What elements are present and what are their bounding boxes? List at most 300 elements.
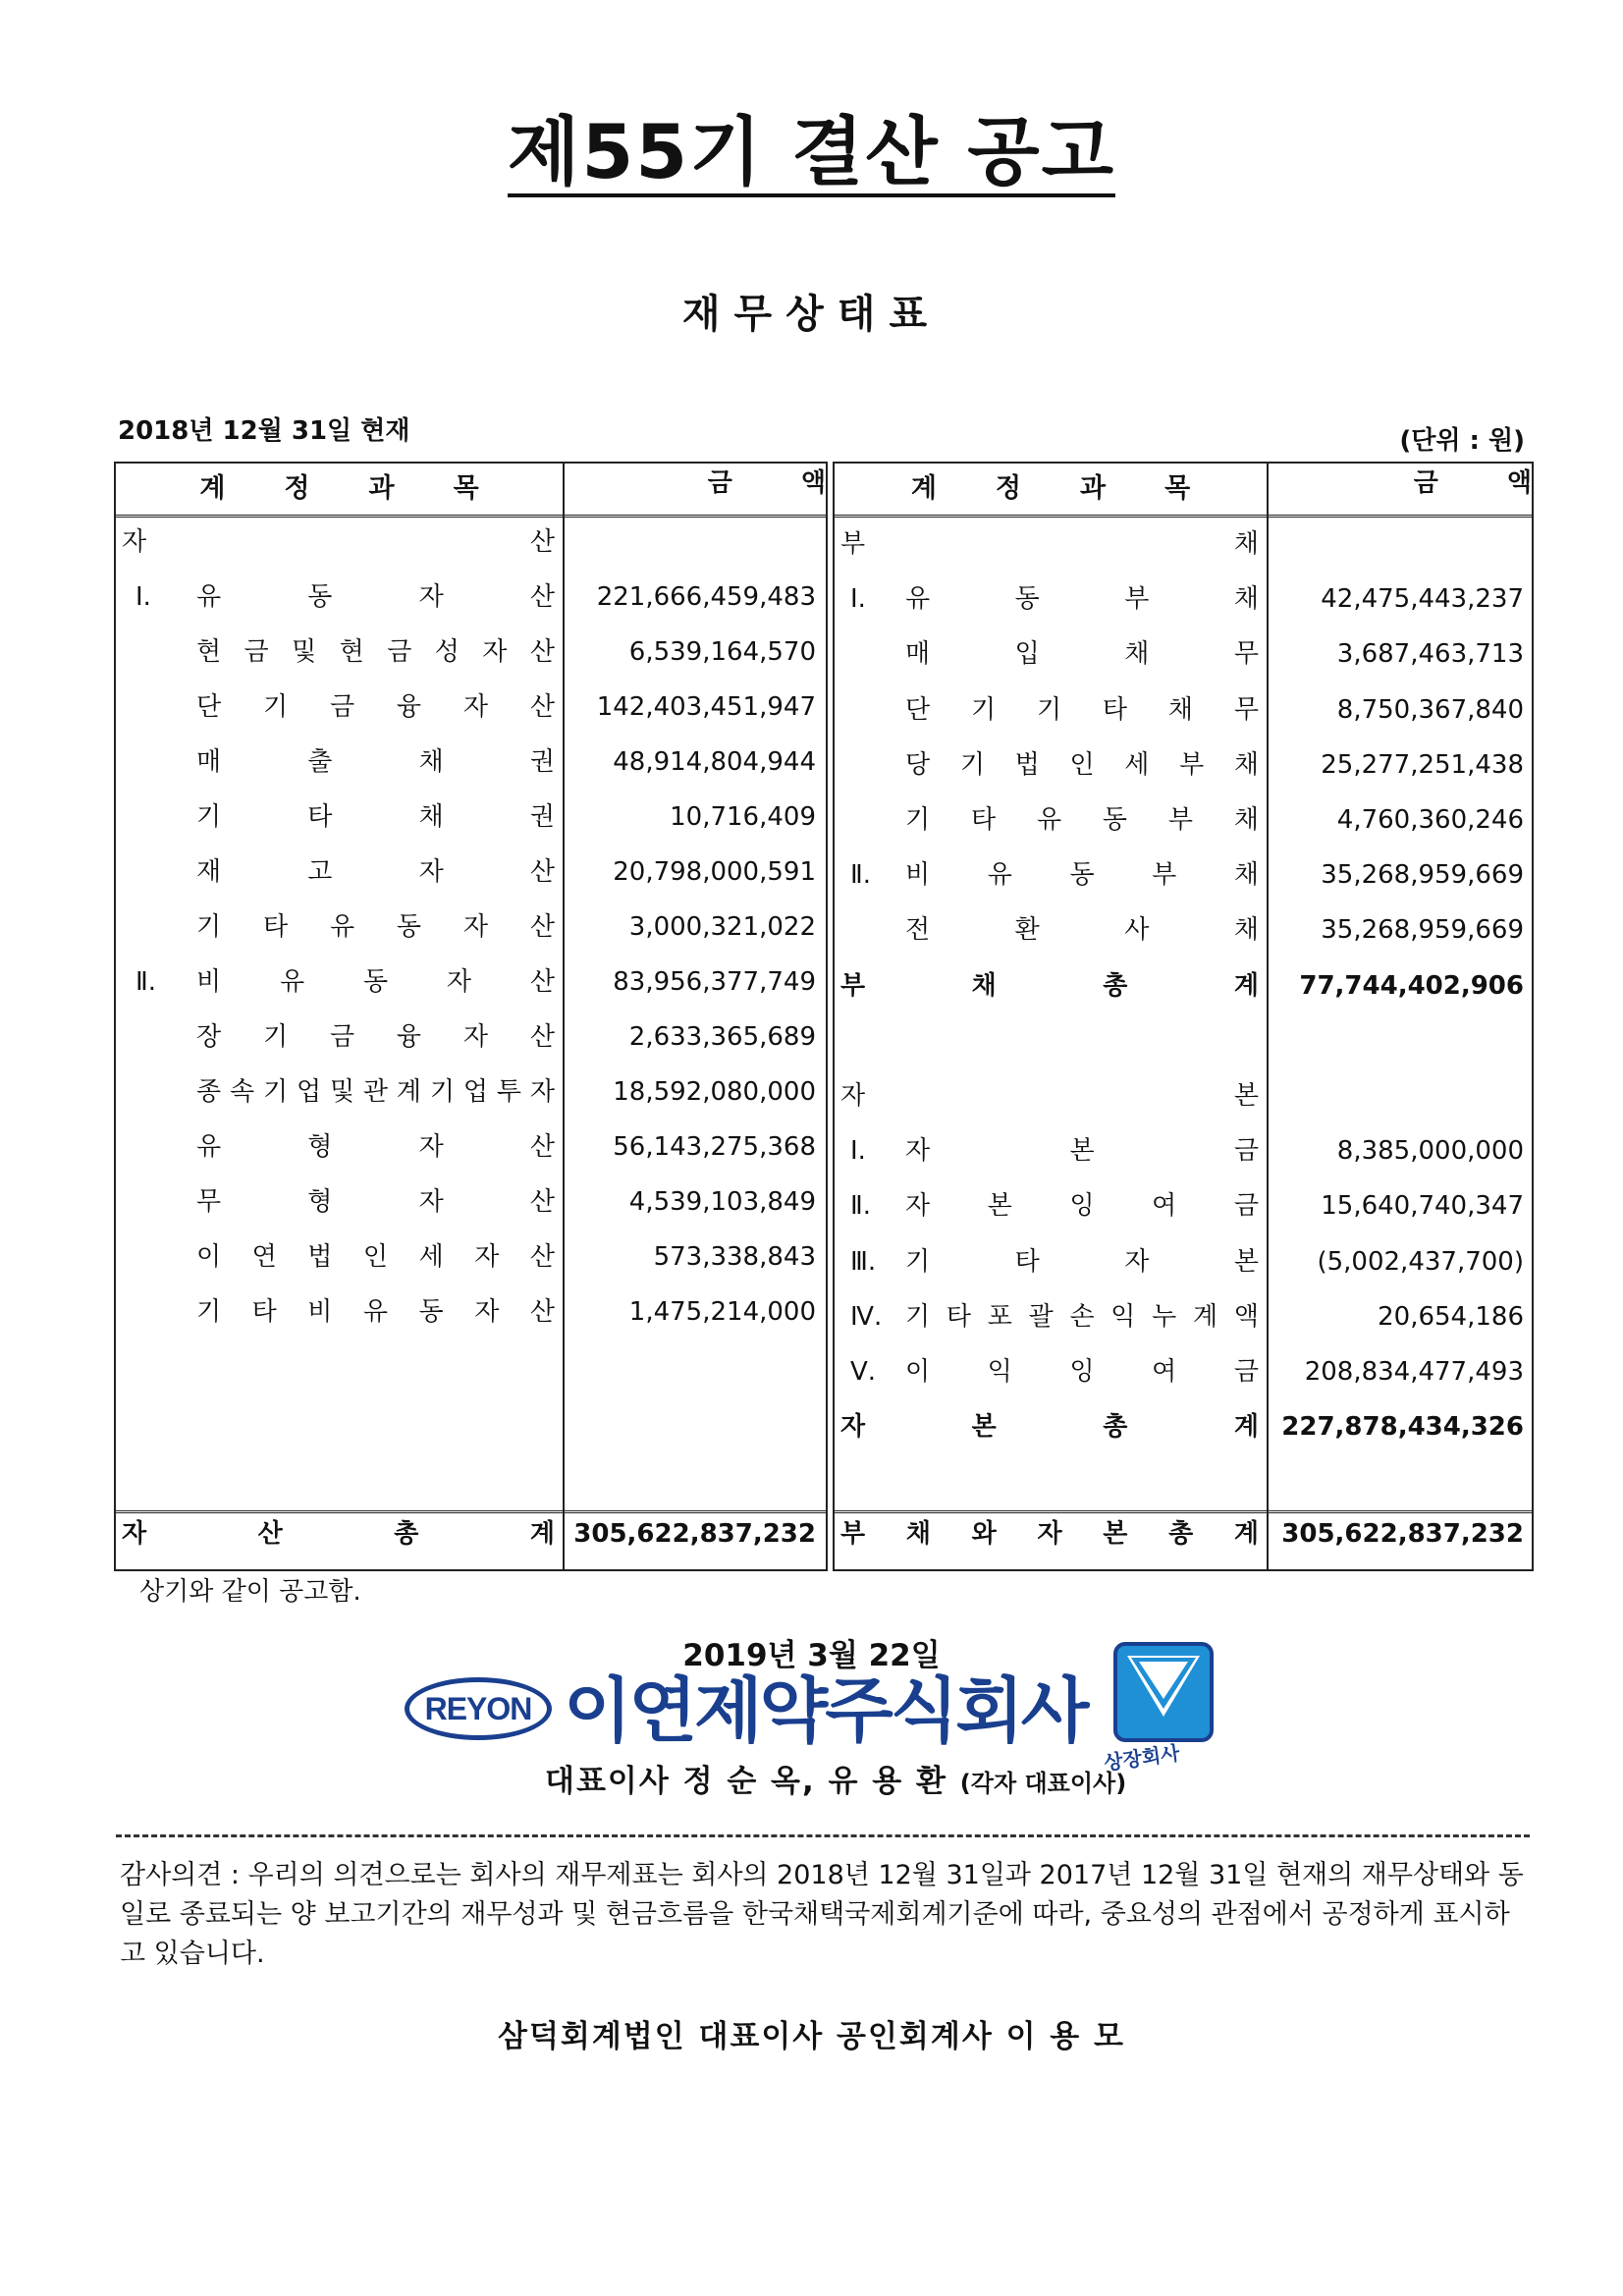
table-row (835, 800, 1532, 840)
amount-value: 8,750,367,840 (1336, 694, 1524, 725)
account-char: 산 (529, 692, 555, 722)
account-char: 누 (1152, 1301, 1177, 1332)
account-name (122, 1514, 555, 1554)
account-char: 비 (307, 1297, 333, 1327)
account-char: 금 (387, 637, 412, 667)
audit-opinion: 감사의견 : 우리의 의견으로는 회사의 재무제표는 회사의 2018년 12월 31일과 2017년 12월 31일 현재의 재무상태와 동일로 종료되는 양 보고기간의 재무성과 및 현금흐름을 한국채택국제회계기준에 따라, 중요성의 관점에서 공정하게 표시하고 있습니다. (120, 1860, 1524, 1969)
table-row (835, 966, 1532, 1006)
account-char: 단 (905, 694, 931, 725)
amount-value: 48,914,804,944 (613, 747, 816, 777)
account-char: 본 (1069, 1136, 1095, 1167)
item-number: Ⅱ. (850, 1191, 872, 1222)
amount-value: (5,002,437,700) (1317, 1246, 1524, 1277)
account-char: 산 (529, 1022, 555, 1052)
account-name (196, 907, 555, 947)
table-row (116, 852, 826, 892)
account-char: 유 (987, 860, 1012, 891)
account-name (196, 1127, 555, 1167)
account-char: 인 (362, 1242, 389, 1272)
account-char: 채 (1124, 639, 1150, 670)
account-char: 속 (229, 1077, 255, 1107)
item-number: Ⅰ. (135, 582, 151, 612)
account-char: 세 (1124, 749, 1150, 780)
account-char: 채 (1233, 805, 1259, 835)
table-row (835, 855, 1532, 895)
account-char: 채 (1167, 694, 1193, 725)
account-char: 동 (1014, 584, 1040, 615)
table-row (835, 1407, 1532, 1447)
account-char: 융 (396, 692, 422, 722)
account-char: 유 (1036, 805, 1062, 835)
account-char: 기 (905, 1246, 931, 1277)
account-char: 기 (970, 694, 997, 725)
auditor-signature: 삼덕회계법인 대표이사 공인회계사 이 용 모 (498, 2019, 1125, 2054)
account-char: 금 (1233, 1357, 1259, 1387)
account-name (905, 1242, 1259, 1282)
account-char: 자 (418, 1187, 444, 1217)
account-char: 자 (1037, 1519, 1062, 1549)
table-row (116, 1072, 826, 1112)
table-row (835, 745, 1532, 785)
account-char: 환 (1014, 915, 1040, 946)
liabilities-equity-table (833, 462, 1600, 1571)
account-char: 자 (462, 912, 488, 942)
account-char: 부 (840, 1519, 866, 1549)
account-char: 산 (529, 637, 555, 667)
amount-value: 18,592,080,000 (613, 1077, 816, 1107)
dashed-divider (116, 1834, 1530, 1837)
account-name (196, 632, 555, 672)
total-amount: 305,622,837,232 (1281, 1519, 1524, 1549)
account-char: 종 (196, 1077, 222, 1107)
item-number: Ⅳ. (850, 1301, 883, 1332)
amount-value: 221,666,459,483 (596, 582, 816, 612)
as-of-date: 2018년 12월 31일 현재 (118, 416, 410, 446)
account-char: 고 (307, 857, 333, 887)
account-name (840, 1076, 1259, 1116)
amount-value: 10,716,409 (670, 802, 816, 832)
account-name (196, 1292, 555, 1332)
reyon-logo: REYON (405, 1677, 552, 1740)
table-row (116, 742, 826, 782)
account-name (905, 1352, 1259, 1392)
column-divider (563, 464, 565, 1569)
table-row (835, 579, 1532, 619)
account-char: 기 (196, 802, 222, 832)
account-char: 부 (1152, 860, 1177, 891)
table-row (835, 910, 1532, 950)
account-char: 전 (905, 915, 931, 946)
account-char: 자 (462, 692, 488, 722)
account-char: 산 (529, 1132, 555, 1162)
account-name (840, 1407, 1259, 1447)
account-char: 자 (905, 1191, 931, 1222)
representative-note: (각자 대표이사) (959, 1770, 1127, 1797)
header-rule (116, 515, 826, 518)
account-name (905, 579, 1259, 619)
account-char: 괄 (1028, 1301, 1054, 1332)
account-char: 자 (418, 1132, 444, 1162)
header-amount: 금액 (1413, 468, 1600, 498)
table-row (116, 577, 826, 617)
amount-value: 1,475,214,000 (628, 1297, 816, 1327)
header-rule (835, 515, 1532, 518)
account-char: 액 (1233, 1301, 1259, 1332)
table-row (116, 1017, 826, 1057)
account-char: 계 (1233, 1519, 1259, 1549)
account-char: 기 (262, 1077, 289, 1107)
account-char: 부 (840, 970, 866, 1001)
account-char: 계 (1233, 970, 1259, 1001)
account-char: 단 (196, 692, 222, 722)
account-char: 산 (257, 1519, 283, 1549)
table-row (835, 1131, 1532, 1171)
amount-value: 35,268,959,669 (1321, 915, 1524, 946)
account-char: 산 (529, 1187, 555, 1217)
account-char: 본 (1103, 1519, 1128, 1549)
account-char: 형 (307, 1132, 333, 1162)
account-char: 채 (1233, 529, 1259, 559)
account-name (905, 634, 1259, 674)
account-name (196, 687, 555, 727)
account-char: 계 (1193, 1301, 1218, 1332)
total-amount: 305,622,837,232 (573, 1519, 816, 1549)
account-char: 손 (1069, 1301, 1095, 1332)
account-name (196, 1237, 555, 1277)
account-char: 기 (262, 692, 289, 722)
notice-date: 2019년 3월 22일 (682, 1638, 941, 1673)
table-row (116, 1127, 826, 1167)
account-char: 매 (196, 747, 222, 777)
account-char: 연 (251, 1242, 277, 1272)
account-char: 무 (196, 1187, 222, 1217)
account-char: 기 (429, 1077, 456, 1107)
account-char: 금 (329, 1022, 355, 1052)
account-char: 동 (307, 582, 333, 612)
account-char: 장 (196, 1022, 222, 1052)
account-char: 무 (1233, 639, 1259, 670)
item-number: Ⅱ. (135, 967, 157, 997)
table-row (835, 1021, 1532, 1061)
amount-value: 573,338,843 (653, 1242, 816, 1272)
representatives (545, 1756, 1126, 1800)
account-name (840, 966, 1259, 1006)
account-char: 자 (474, 1242, 500, 1272)
account-char: 총 (1103, 970, 1128, 1001)
account-char: 형 (307, 1187, 333, 1217)
account-char: 및 (292, 637, 317, 667)
account-char: 산 (529, 967, 555, 997)
account-char: 무 (1233, 694, 1259, 725)
account-char: 법 (307, 1242, 333, 1272)
amount-value: 83,956,377,749 (613, 967, 816, 997)
account-char: 본 (1233, 1246, 1259, 1277)
table-row (835, 1242, 1532, 1282)
account-char: 부 (1167, 805, 1193, 835)
account-char: 타 (251, 1297, 277, 1327)
account-name (905, 1297, 1259, 1337)
account-char: 부 (1124, 584, 1150, 615)
item-number: Ⅴ. (850, 1357, 877, 1387)
amount-value: 227,878,434,326 (1281, 1412, 1524, 1443)
account-char: 법 (1014, 749, 1040, 780)
account-char: 및 (329, 1077, 355, 1107)
account-char: 여 (1152, 1357, 1177, 1387)
account-char: 채 (1233, 584, 1259, 615)
account-char: 채 (418, 747, 444, 777)
account-name (905, 855, 1259, 895)
account-char: 동 (362, 967, 389, 997)
account-char: 계 (1233, 1412, 1259, 1443)
account-char: 채 (1233, 749, 1259, 780)
table-row (116, 522, 826, 562)
account-char: 타 (307, 802, 333, 832)
item-number: Ⅰ. (850, 1136, 866, 1167)
account-name (196, 962, 555, 1002)
account-name (196, 797, 555, 837)
total-rule (835, 1510, 1532, 1513)
account-char: 부 (1179, 749, 1205, 780)
account-char: 입 (1014, 639, 1040, 670)
total-row (116, 1514, 826, 1554)
account-char: 기 (905, 1301, 931, 1332)
account-name (840, 1514, 1259, 1554)
table-row (116, 1182, 826, 1222)
total-rule (116, 1510, 826, 1513)
account-char: 인 (1069, 749, 1095, 780)
account-char: 와 (971, 1519, 997, 1549)
account-char: 타 (1014, 1246, 1040, 1277)
account-name (840, 524, 1259, 564)
account-name (196, 1017, 555, 1057)
account-char: 여 (1152, 1191, 1177, 1222)
amount-value: 4,539,103,849 (628, 1187, 816, 1217)
table-row (116, 1237, 826, 1277)
item-number: Ⅲ. (850, 1246, 877, 1277)
account-char: 채 (1233, 915, 1259, 946)
account-char: 이 (196, 1242, 222, 1272)
amount-value: 3,000,321,022 (628, 912, 816, 942)
amount-value: 208,834,477,493 (1304, 1357, 1524, 1387)
account-char: 산 (529, 527, 555, 557)
account-char: 본 (987, 1191, 1012, 1222)
account-name (905, 690, 1259, 730)
account-char: 권 (529, 747, 555, 777)
amount-value: 20,798,000,591 (613, 857, 816, 887)
table-row (116, 687, 826, 727)
statement-title: 재무상태표 (681, 292, 942, 337)
account-char: 동 (418, 1297, 444, 1327)
amount-value: 77,744,402,906 (1299, 970, 1524, 1001)
listed-company-seal: 상장회사 (1102, 1740, 1181, 1776)
amount-value: 42,475,443,237 (1321, 584, 1524, 615)
column-divider (1267, 464, 1269, 1569)
table-row (835, 524, 1532, 564)
account-char: 자 (905, 1136, 931, 1167)
account-char: 자 (418, 582, 444, 612)
table-row (116, 907, 826, 947)
account-char: 기 (959, 749, 985, 780)
account-char: 총 (394, 1519, 419, 1549)
header-account: 계정과목 (199, 473, 538, 504)
account-char: 타 (946, 1301, 971, 1332)
notice-statement: 상기와 같이 공고함. (139, 1577, 361, 1607)
account-char: 비 (905, 860, 931, 891)
amount-value: 6,539,164,570 (628, 637, 816, 667)
table-row (116, 797, 826, 837)
account-char: 유 (196, 1132, 222, 1162)
account-char: 관 (362, 1077, 389, 1107)
account-char: 기 (196, 912, 222, 942)
item-number: Ⅰ. (850, 584, 866, 615)
account-char: 기 (262, 1022, 289, 1052)
account-name (196, 1182, 555, 1222)
account-char: 채 (418, 802, 444, 832)
account-name (905, 1186, 1259, 1226)
account-char: 기 (196, 1297, 222, 1327)
table-row (835, 1352, 1532, 1392)
account-char: 타 (970, 805, 997, 835)
account-char: 자 (462, 1022, 488, 1052)
table-row (835, 1076, 1532, 1116)
table-row (116, 962, 826, 1002)
account-char: 동 (1069, 860, 1095, 891)
table-row (835, 1186, 1532, 1226)
table-row (835, 634, 1532, 674)
account-char: 융 (396, 1022, 422, 1052)
company-logo (405, 1660, 1239, 1776)
account-char: 계 (529, 1519, 555, 1549)
account-char: 포 (987, 1301, 1012, 1332)
amount-value: 20,654,186 (1378, 1301, 1524, 1332)
account-char: 산 (529, 857, 555, 887)
account-char: 업 (462, 1077, 488, 1107)
account-char: 총 (1168, 1519, 1194, 1549)
table-row (835, 1297, 1532, 1337)
account-char: 산 (529, 582, 555, 612)
account-char: 잉 (1069, 1191, 1095, 1222)
account-char: 자 (840, 1412, 866, 1443)
account-char: 자 (482, 637, 508, 667)
table-row (116, 1292, 826, 1332)
account-char: 기 (1036, 694, 1062, 725)
account-char: 사 (1124, 915, 1150, 946)
table-row (835, 690, 1532, 730)
account-name (905, 800, 1259, 840)
account-char: 자 (474, 1297, 500, 1327)
account-name (196, 577, 555, 617)
notice-title: 제55기 결산 공고 (507, 108, 1116, 195)
account-char: 유 (196, 582, 222, 612)
account-name (905, 910, 1259, 950)
account-char: 기 (905, 805, 931, 835)
account-name (196, 1072, 555, 1112)
account-char: 본 (1233, 1081, 1259, 1111)
account-char: 유 (329, 912, 355, 942)
account-char: 자 (122, 527, 147, 557)
amount-value: 2,633,365,689 (628, 1022, 816, 1052)
account-char: 자 (122, 1519, 147, 1549)
account-char: 채 (1233, 860, 1259, 891)
account-char: 산 (529, 1297, 555, 1327)
amount-value: 35,268,959,669 (1321, 860, 1524, 891)
amount-value: 142,403,451,947 (596, 692, 816, 722)
amount-value: 8,385,000,000 (1336, 1136, 1524, 1167)
amount-value: 25,277,251,438 (1321, 749, 1524, 780)
account-char: 계 (396, 1077, 422, 1107)
account-name (905, 1131, 1259, 1171)
account-char: 재 (196, 857, 222, 887)
total-row (835, 1514, 1532, 1554)
representative-names: 대표이사 정 순 옥, 유 용 환 (545, 1764, 947, 1799)
account-char: 권 (529, 802, 555, 832)
account-char: 타 (262, 912, 289, 942)
account-char: 매 (905, 639, 931, 670)
account-char: 업 (296, 1077, 322, 1107)
account-char: 타 (1102, 694, 1128, 725)
account-char: 익 (987, 1357, 1012, 1387)
account-char: 유 (905, 584, 931, 615)
account-char: 자 (446, 967, 472, 997)
account-char: 본 (971, 1412, 997, 1443)
account-char: 동 (396, 912, 422, 942)
account-char: 금 (329, 692, 355, 722)
account-char: 당 (905, 749, 931, 780)
table-row (116, 632, 826, 672)
account-char: 채 (971, 970, 997, 1001)
amount-value: 4,760,360,246 (1336, 805, 1524, 835)
account-name (196, 742, 555, 782)
account-name (905, 745, 1259, 785)
account-char: 출 (307, 747, 333, 777)
account-char: 자 (840, 1081, 866, 1111)
account-char: 이 (905, 1357, 931, 1387)
account-char: 자 (418, 857, 444, 887)
account-char: 금 (1233, 1136, 1259, 1167)
account-char: 금 (243, 637, 269, 667)
unit-label: (단위 : 원) (1399, 426, 1525, 456)
account-char: 유 (362, 1297, 389, 1327)
account-char: 투 (496, 1077, 521, 1107)
account-char: 산 (529, 1242, 555, 1272)
account-char: 잉 (1069, 1357, 1095, 1387)
account-name (196, 852, 555, 892)
header-amount: 금액 (707, 468, 894, 498)
account-char: 현 (339, 637, 364, 667)
account-char: 자 (1124, 1246, 1150, 1277)
account-char: 성 (434, 637, 460, 667)
amount-value: 56,143,275,368 (613, 1132, 816, 1162)
account-char: 비 (196, 967, 222, 997)
account-char: 자 (529, 1077, 555, 1107)
account-char: 부 (840, 529, 866, 559)
account-char: 동 (1102, 805, 1128, 835)
account-char: 익 (1110, 1301, 1136, 1332)
account-char: 유 (279, 967, 305, 997)
account-char: 채 (905, 1519, 931, 1549)
header-account: 계정과목 (910, 473, 1250, 504)
account-char: 금 (1233, 1191, 1259, 1222)
account-name (122, 522, 555, 562)
account-char: 산 (529, 912, 555, 942)
amount-value: 3,687,463,713 (1336, 639, 1524, 670)
amount-value: 15,640,740,347 (1321, 1191, 1524, 1222)
account-char: 현 (196, 637, 222, 667)
account-char: 세 (418, 1242, 444, 1272)
item-number: Ⅱ. (850, 860, 872, 891)
company-name: 이연제약주식회사 (564, 1669, 1087, 1752)
account-char: 총 (1103, 1412, 1128, 1443)
